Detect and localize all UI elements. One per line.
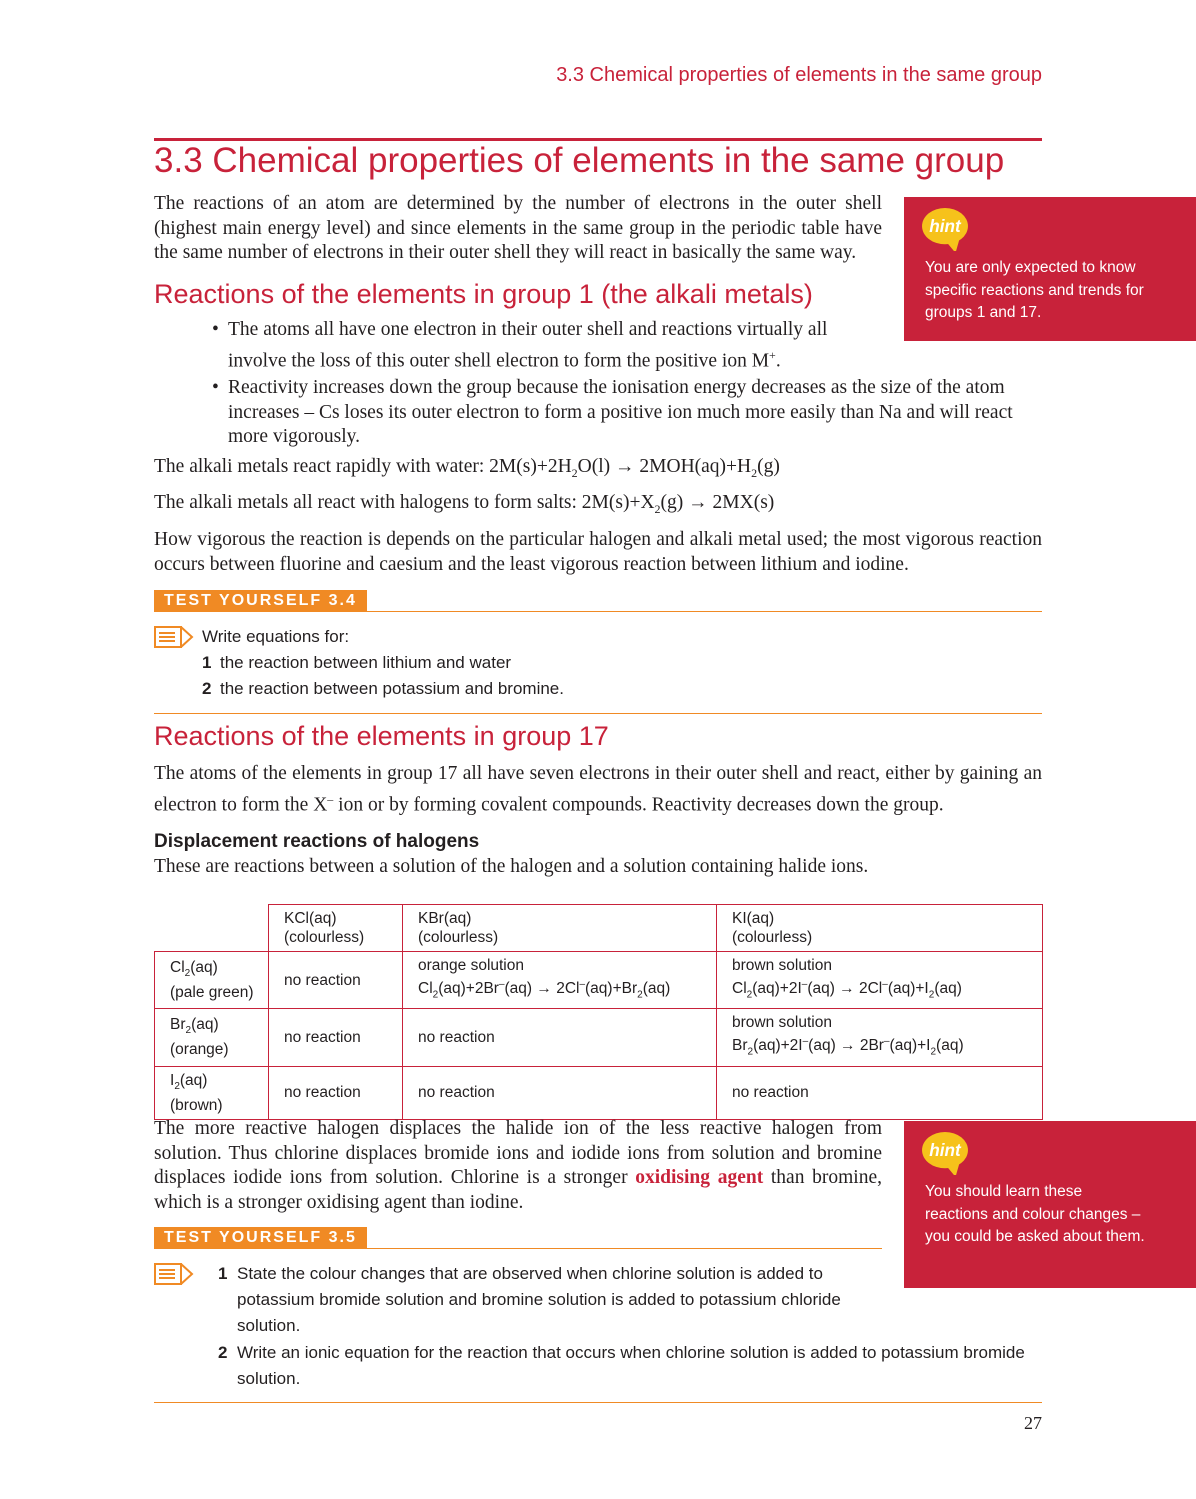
test35-item-2: 2 Write an ionic equation for the reaction that occurs when chlorine solution is added to potassium bromide solution. bbox=[218, 1343, 1025, 1388]
bullet1-superscript: + bbox=[769, 347, 776, 362]
row-label-i2: $I_2(aq)$ (brown) bbox=[155, 1066, 269, 1119]
row-label-br2: $Br_2(aq)$ (orange) bbox=[155, 1009, 269, 1066]
hint-label: hint bbox=[929, 1139, 961, 1160]
table-corner bbox=[155, 905, 269, 952]
displacement-heading: Displacement reactions of halogens bbox=[154, 831, 480, 852]
test-yourself-3-4-rule bbox=[366, 611, 1042, 612]
table-cell: brown solution $Br_2(aq)+2I^-(aq) \to 2Br^-(aq)+I_2(aq)$ bbox=[717, 1009, 1043, 1066]
table-cell: brown solution $Cl_2(aq)+2I^-(aq) \to 2Cl^-(aq)+I_2(aq)$ bbox=[717, 952, 1043, 1009]
hint-text-1: You are only expected to know specific reactions and trends for groups 1 and 17. bbox=[925, 259, 1144, 321]
hint-box-2 bbox=[904, 1121, 1196, 1288]
test34-intro: Write equations for: bbox=[202, 627, 350, 646]
table-cell: no reaction bbox=[403, 1066, 717, 1119]
water-equation: $2M(s)+2H_2O(l) \to 2MOH(aq)+H_2(g)$ bbox=[489, 456, 780, 480]
table-cell: no reaction bbox=[269, 1066, 403, 1119]
water-equation-line bbox=[154, 456, 780, 481]
test35-item-1: 1 State the colour changes that are observed when chlorine solution is added to potassium bromide solution and bromine solution is added to potassium chloride solution. bbox=[218, 1264, 841, 1335]
table-cell: no reaction bbox=[269, 952, 403, 1009]
table-row bbox=[155, 1066, 1043, 1119]
table-cell: no reaction bbox=[403, 1009, 717, 1066]
keyword-oxidising-agent: oxidising agent bbox=[635, 1167, 764, 1188]
page-number: 27 bbox=[1024, 1413, 1042, 1433]
displacement-intro: These are reactions between a solution of the halogen and a solution containing halide ions. bbox=[154, 856, 869, 877]
hint-box-1 bbox=[904, 197, 1196, 341]
displacement-paragraph: The more reactive halogen displaces the halide ion of the less reactive halogen from solution. Thus chlorine displaces bromide ions and iodide ions from solution and bromine displaces iodide ions from solution. Chlorine is a stronger oxidising agent than bromine, which is a stronger oxidising agent than iodine. bbox=[154, 1118, 882, 1213]
bullet1-text: The atoms all have one electron in their outer shell and reactions virtually all involve the loss of this outer shell electron to form the positive ion M bbox=[228, 319, 828, 371]
vigour-paragraph: How vigorous the reaction is depends on the particular halogen and alkali metal used; the most vigorous reaction occurs between fluorine and caesium and the least vigorous reaction between lithium and iodine. bbox=[154, 529, 1042, 575]
table-header-kcl: KCl(aq) (colourless) bbox=[269, 905, 403, 952]
halogen-equation: $2M(s)+X_2(g) \to 2MX(s)$ bbox=[581, 492, 775, 516]
test34-bottom-rule bbox=[154, 713, 1042, 714]
test-yourself-3-5-rule bbox=[366, 1248, 882, 1249]
group17-paragraph: The atoms of the elements in group 17 all have seven electrons in their outer shell and react, either by gaining an electron to form the X– ion or by forming covalent compounds. Reactivity decreases down the group. bbox=[154, 763, 1042, 815]
group1-bullet-2: • Reactivity increases down the group because the ionisation energy decreases as the size of the atom increases – Cs loses its outer electron to form a positive ion much more easily than Na and will react more vigorously. bbox=[212, 376, 1042, 450]
hint-label: hint bbox=[929, 215, 961, 236]
page-title: 3.3 Chemical properties of elements in the same group bbox=[154, 141, 1005, 180]
table-row bbox=[155, 1009, 1043, 1066]
table-header-kbr: KBr(aq) (colourless) bbox=[403, 905, 717, 952]
group17-heading: Reactions of the elements in group 17 bbox=[154, 721, 609, 751]
test-yourself-icon bbox=[154, 625, 196, 649]
test34-item-1: 1 the reaction between lithium and water bbox=[202, 653, 512, 672]
row-label-cl2: $Cl_2(aq)$ (pale green) bbox=[155, 952, 269, 1009]
hint-bubble-icon bbox=[920, 207, 970, 251]
bullet1-end: . bbox=[775, 350, 781, 371]
halogen-equation-line bbox=[154, 492, 774, 517]
test35-bottom-rule bbox=[154, 1402, 1042, 1403]
hint-bubble-icon bbox=[920, 1131, 970, 1175]
running-head: 3.3 Chemical properties of elements in the same group bbox=[556, 64, 1042, 86]
table-cell: no reaction bbox=[717, 1066, 1043, 1119]
table-header-row bbox=[155, 905, 1043, 952]
hint-text-2: You should learn these reactions and colour changes – you could be asked about them. bbox=[925, 1183, 1145, 1245]
water-equation-intro: The alkali metals react rapidly with water: bbox=[154, 456, 485, 477]
halogen-displacement-table bbox=[154, 904, 1043, 1120]
bullet2-text: Reactivity increases down the group because the ionisation energy decreases as the size of the atom increases – Cs loses its outer electron to form a positive ion much more easily than Na and will react more vigorously. bbox=[228, 377, 1013, 447]
test-yourself-3-5-label: TEST YOURSELF 3.5 bbox=[154, 1227, 367, 1249]
test-yourself-3-4-label: TEST YOURSELF 3.4 bbox=[154, 590, 367, 612]
test-yourself-icon bbox=[154, 1262, 196, 1286]
halogen-equation-intro: The alkali metals all react with halogens to form salts: bbox=[154, 492, 577, 513]
table-cell: no reaction bbox=[269, 1009, 403, 1066]
table-row bbox=[155, 952, 1043, 1009]
intro-paragraph: The reactions of an atom are determined by the number of electrons in the outer shell (highest main energy level) and since elements in the same group in the periodic table have the same number of electrons in their outer shell they will react in basically the same way. bbox=[154, 193, 882, 263]
table-cell: orange solution $Cl_2(aq)+2Br^-(aq) \to 2Cl^-(aq)+Br_2(aq)$ bbox=[403, 952, 717, 1009]
table-header-ki: KI(aq) (colourless) bbox=[717, 905, 1043, 952]
test34-item-2: 2 the reaction between potassium and bromine. bbox=[202, 679, 564, 698]
group1-bullet-1: • The atoms all have one electron in their outer shell and reactions virtually all involve the loss of this outer shell electron to form the positive ion M+. bbox=[212, 319, 828, 371]
group1-heading: Reactions of the elements in group 1 (the alkali metals) bbox=[154, 279, 813, 309]
